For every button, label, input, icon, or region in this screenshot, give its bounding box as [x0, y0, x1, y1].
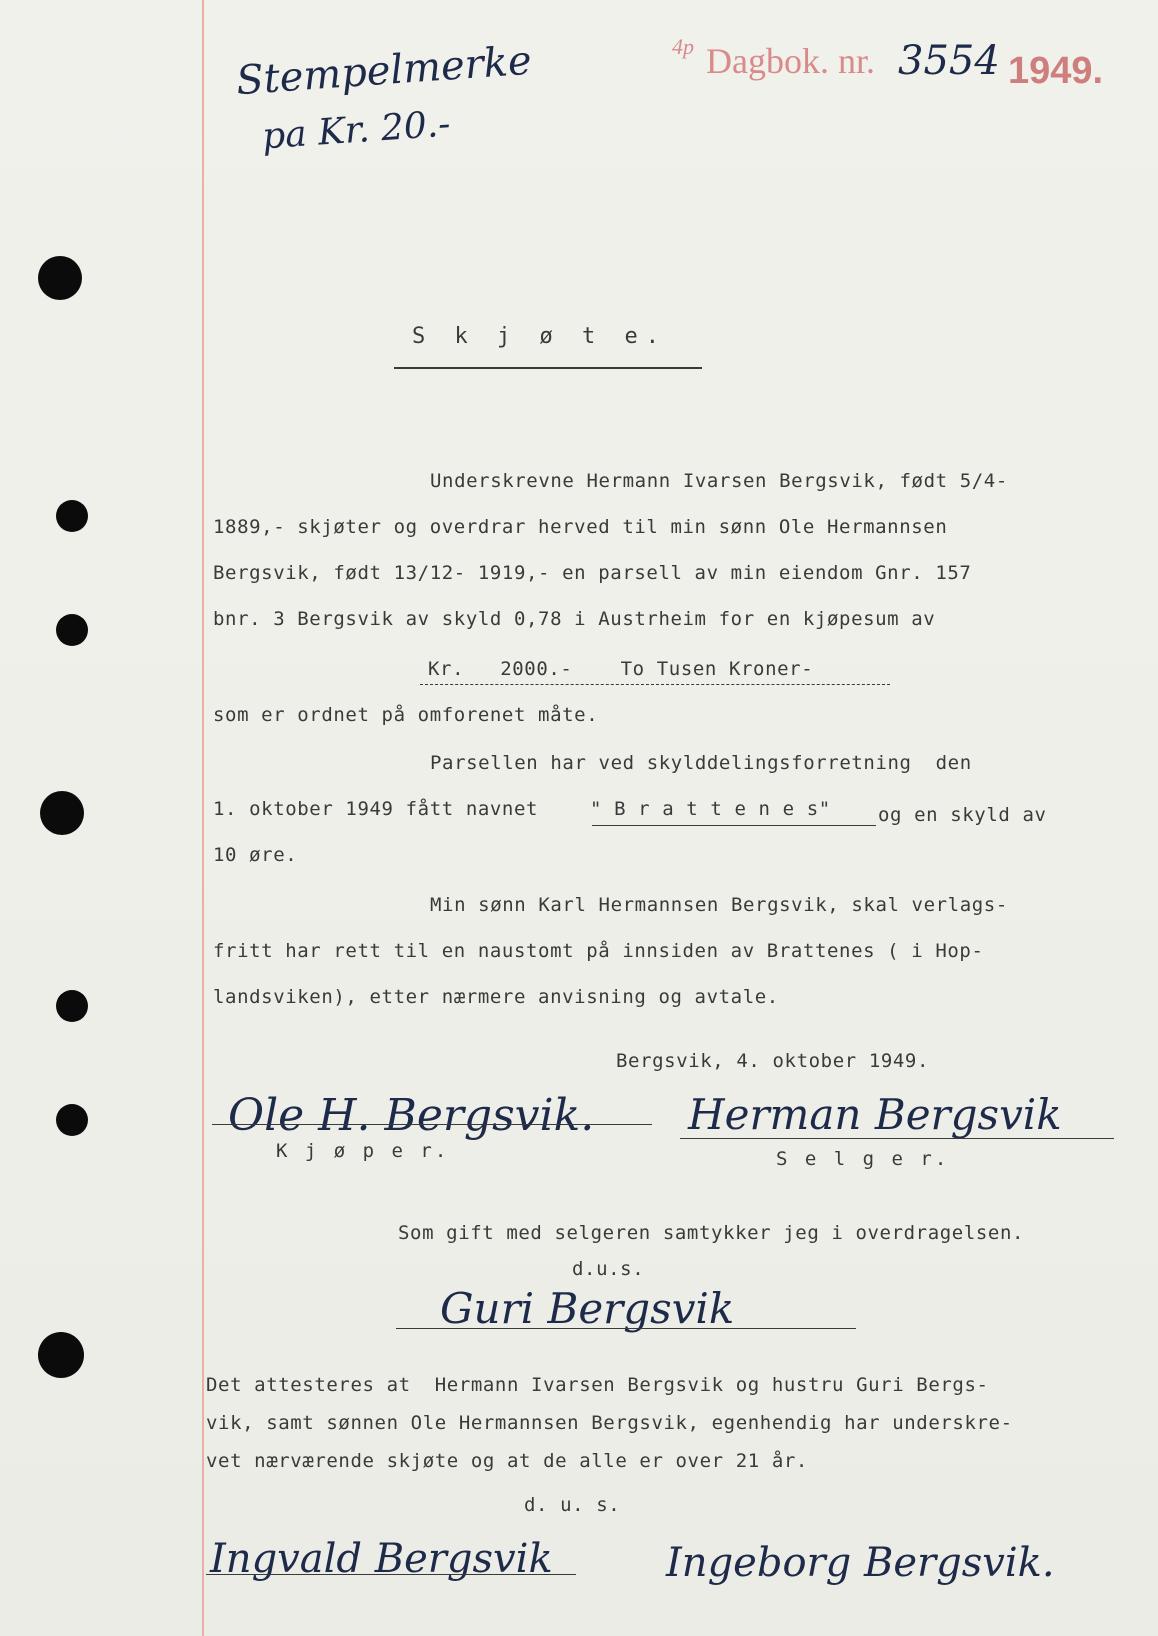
stamp-tax-note-line2: pa Kr. 20.- [260, 103, 452, 158]
title-underline [394, 367, 702, 369]
property-name: " B r a t t e n e s" [590, 798, 831, 820]
para3-line3: landsviken), etter nærmere anvisning og avtale. [213, 986, 779, 1008]
para2-line1: Parsellen har ved skylddelingsforretning den [430, 752, 972, 774]
place-date: Bergsvik, 4. oktober 1949. [616, 1050, 930, 1072]
stamp-initials: 4p [672, 34, 694, 59]
witness1-signature-line [206, 1574, 576, 1575]
para1-line4: bnr. 3 Bergsvik av skyld 0,78 i Austrheim for en kjøpesum av [213, 608, 936, 630]
witness1-signature: Ingvald Bergsvik [210, 1536, 553, 1582]
binder-hole [56, 500, 88, 532]
consent-text: Som gift med selgeren samtykker jeg i overdragelsen. [398, 1222, 1025, 1244]
seller-signature-line [680, 1138, 1114, 1139]
binder-hole [38, 256, 82, 300]
attestation-line1: Det attesteres at Hermann Ivarsen Bergsvik og hustru Guri Bergs- [206, 1374, 989, 1396]
binder-hole [56, 1104, 88, 1136]
buyer-signature: Ole H. Bergsvik. [228, 1090, 595, 1141]
binder-hole [56, 990, 88, 1022]
para1-end: som er ordnet på omforenet måte. [213, 704, 599, 726]
diary-year-stamp: 1949. [1008, 50, 1104, 92]
para3-line2: fritt har rett til en naustomt på innsiden av Brattenes ( i Hop- [213, 940, 984, 962]
seller-label: S e l g e r. [776, 1148, 950, 1170]
buyer-label: K j ø p e r. [276, 1140, 450, 1162]
document-title: S k j ø t e. [412, 324, 667, 349]
diary-number: 3554 [898, 38, 1000, 84]
binder-hole [38, 1332, 84, 1378]
para1-line3: Bergsvik, født 13/12- 1919,- en parsell av min eiendom Gnr. 157 [213, 562, 972, 584]
witness2-signature: Ingeborg Bergsvik. [666, 1540, 1055, 1586]
purchase-amount: Kr. 2000.- To Tusen Kroner- [428, 658, 814, 680]
amount-underline [420, 684, 890, 685]
attestation-line3: vet nærværende skjøte og at de alle er over 21 år. [206, 1450, 808, 1472]
margin-line [202, 0, 204, 1636]
buyer-signature-line [212, 1124, 652, 1125]
para2-line2a: 1. oktober 1949 fått navnet [213, 798, 539, 820]
seller-signature: Herman Bergsvik [688, 1090, 1062, 1139]
binder-hole [40, 791, 84, 835]
stamp-tax-note-line1: Stempelmerke [234, 37, 534, 105]
diary-stamp-label: Dagbok. nr. [706, 41, 875, 81]
wife-signature: Guri Bergsvik [440, 1284, 735, 1333]
dus-1: d.u.s. [572, 1258, 645, 1280]
dus-2: d. u. s. [524, 1494, 621, 1516]
para1-line2: 1889,- skjøter og overdrar herved til min sønn Ole Hermannsen [213, 516, 948, 538]
wife-signature-line [396, 1328, 856, 1329]
attestation-line2: vik, samt sønnen Ole Hermannsen Bergsvik, egenhendig har underskre- [206, 1412, 1013, 1434]
para2-line3: 10 øre. [213, 844, 298, 866]
para3-line1: Min sønn Karl Hermannsen Bergsvik, skal verlags- [430, 894, 1008, 916]
binder-hole [56, 614, 88, 646]
property-name-underline [592, 825, 876, 826]
para2-line2b: og en skyld av [878, 804, 1047, 826]
para1-line1: Underskrevne Hermann Ivarsen Bergsvik, født 5/4- [430, 470, 1008, 492]
